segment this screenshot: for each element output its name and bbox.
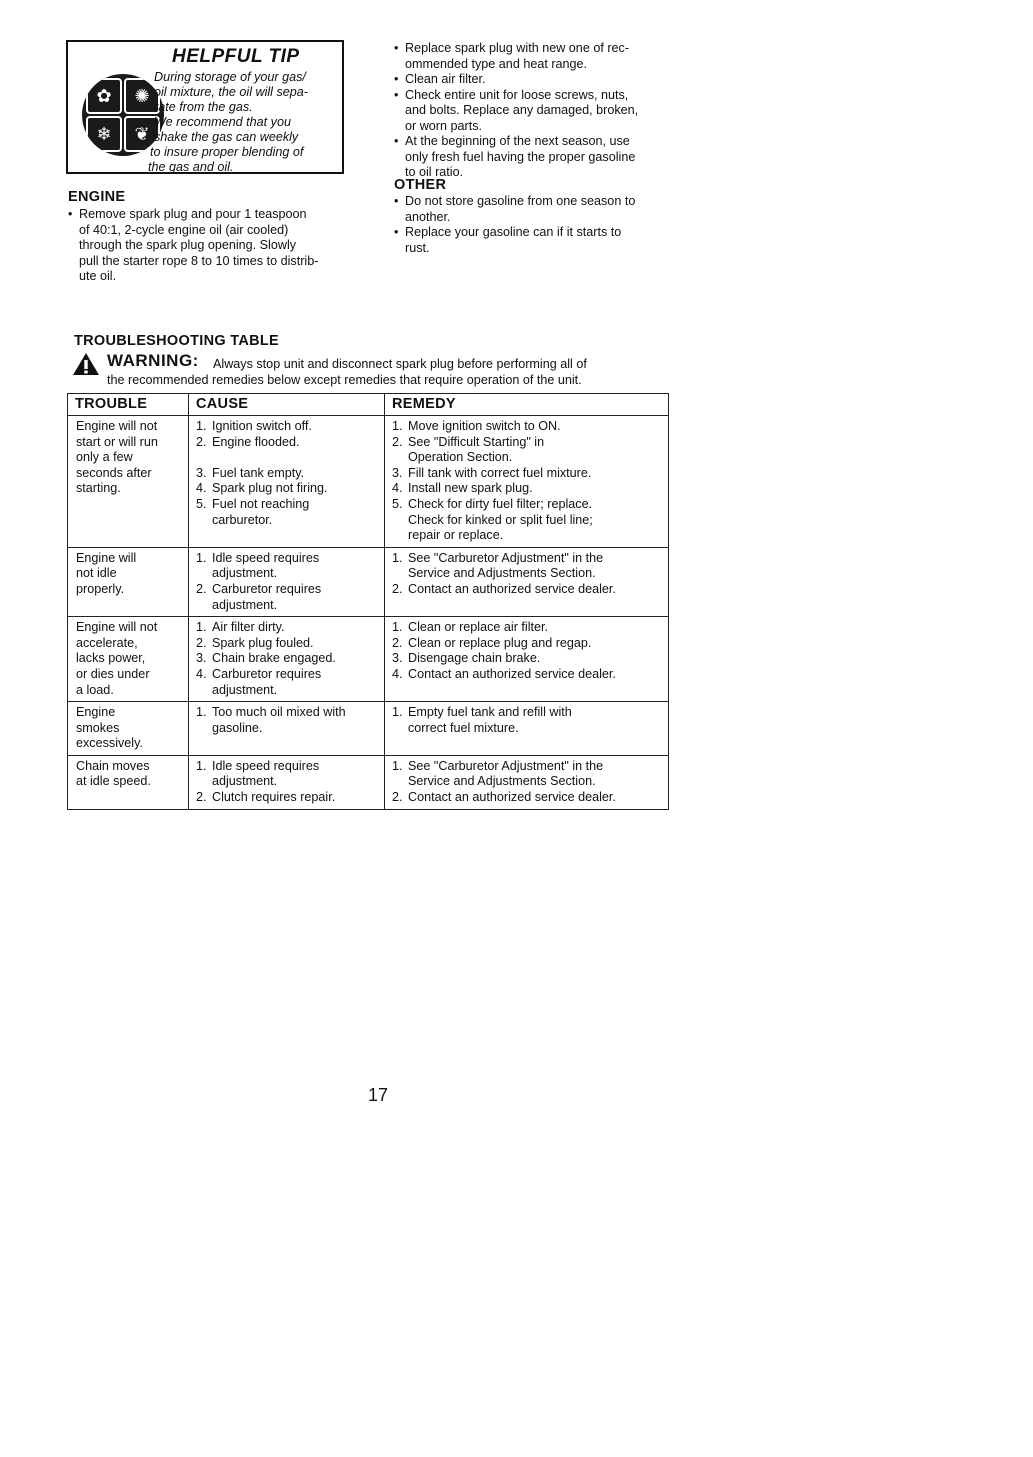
list-item: 1. Clean or replace air filter. bbox=[392, 620, 548, 635]
remedy-cell bbox=[385, 416, 669, 548]
table-row bbox=[68, 755, 669, 809]
list-item: • Clean air filter. bbox=[394, 72, 684, 88]
list-item: 2. Spark plug fouled. bbox=[196, 635, 314, 650]
list-item: 4. Contact an authorized service dealer. bbox=[392, 666, 616, 681]
trouble-cell: Engine will not idle properly. bbox=[68, 547, 189, 616]
engine-bullet: • Remove spark plug and pour 1 teaspoon of 40:1, 2-cycle engine oil (air cooled) through the spark plug opening. Slowly pull the starter rope 8 to 10 times to distrib- ute oil. bbox=[68, 207, 369, 285]
warning-icon bbox=[72, 352, 100, 376]
list-item: 2. See "Difficult Starting" in Operation Section. bbox=[392, 434, 545, 465]
helpful-tip-box bbox=[66, 40, 344, 174]
trouble-cell: Engine will not accelerate, lacks power, or dies under a load. bbox=[68, 617, 189, 702]
list-item: • Replace spark plug with new one of rec- ommended type and heat range. bbox=[394, 41, 684, 72]
warning-text-cont: the recommended remedies below except remedies that require operation of the unit. bbox=[107, 373, 582, 387]
table-row bbox=[68, 547, 669, 616]
list-item: 3. Fill tank with correct fuel mixture. bbox=[392, 465, 592, 480]
list-item: 3. Disengage chain brake. bbox=[392, 651, 541, 666]
list-item: 2. Carburetor requires adjustment. bbox=[196, 581, 322, 612]
page-number: 17 bbox=[368, 1085, 389, 1105]
trouble-cell: Engine smokes excessively. bbox=[68, 702, 189, 756]
seasons-emblem-icon: ✿ ✺ ❄ ❦ bbox=[82, 74, 164, 156]
header-remedy: REMEDY bbox=[385, 394, 669, 416]
cause-cell bbox=[189, 702, 385, 756]
helpful-tip-text: During storage of your gas/ oil mixture, the oil will sepa- rate from the gas. We recommend that you shake the gas can weekly to insure proper blending of the gas and oil. bbox=[148, 70, 308, 174]
list-item: 4. Install new spark plug. bbox=[392, 481, 533, 496]
table-row bbox=[68, 702, 669, 756]
list-item: 1. Idle speed requires adjustment. bbox=[196, 758, 320, 789]
list-item: 4. Carburetor requires adjustment. bbox=[196, 666, 322, 697]
list-item: 5. Check for dirty fuel filter; replace. Check for kinked or split fuel line; repair or replace. bbox=[392, 496, 593, 543]
list-item: • Check entire unit for loose screws, nuts, and bolts. Replace any damaged, broken, or worn parts. bbox=[394, 88, 684, 135]
list-item: 2. Engine flooded. bbox=[196, 434, 300, 449]
maintenance-bullet-list bbox=[394, 41, 684, 181]
cause-cell bbox=[189, 617, 385, 702]
table-row bbox=[68, 416, 669, 548]
remedy-cell bbox=[385, 547, 669, 616]
remedy-cell bbox=[385, 755, 669, 809]
list-item: 3. Chain brake engaged. bbox=[196, 651, 336, 666]
list-item: • Replace your gasoline can if it starts to rust. bbox=[394, 225, 684, 256]
trouble-cell: Engine will not start or will run only a few seconds after starting. bbox=[68, 416, 189, 548]
list-item: 1. See "Carburetor Adjustment" in the Service and Adjustments Section. bbox=[392, 758, 604, 789]
list-item: 1. Move ignition switch to ON. bbox=[392, 419, 561, 433]
cause-cell bbox=[189, 416, 385, 548]
list-item: 1. Too much oil mixed with gasoline. bbox=[196, 705, 346, 735]
remedy-cell bbox=[385, 702, 669, 756]
header-cause: CAUSE bbox=[189, 394, 385, 416]
list-item: 3. Fuel tank empty. bbox=[196, 465, 305, 480]
list-item: 1. See "Carburetor Adjustment" in the Service and Adjustments Section. bbox=[392, 550, 604, 581]
list-item: 1. Idle speed requires adjustment. bbox=[196, 550, 320, 581]
table-row bbox=[68, 617, 669, 702]
trouble-cell: Chain moves at idle speed. bbox=[68, 755, 189, 809]
list-item: 1. Ignition switch off. bbox=[196, 419, 312, 433]
list-item: • Do not store gasoline from one season to another. bbox=[394, 194, 684, 225]
other-bullet-list bbox=[394, 194, 684, 256]
list-item: 4. Spark plug not firing. bbox=[196, 481, 328, 496]
list-item: 2. Clean or replace plug and regap. bbox=[392, 635, 592, 650]
list-item: • At the beginning of the next season, use only fresh fuel having the proper gasoline to oil ratio. bbox=[394, 134, 684, 181]
troubleshooting-table bbox=[67, 393, 669, 810]
list-item: 1. Air filter dirty. bbox=[196, 620, 285, 635]
helpful-tip-title: HELPFUL TIP bbox=[172, 46, 300, 67]
cause-cell bbox=[189, 547, 385, 616]
troubleshooting-title: TROUBLESHOOTING TABLE bbox=[74, 333, 279, 349]
warning-label: WARNING: bbox=[107, 351, 199, 370]
warning-text: Always stop unit and disconnect spark plug before performing all of bbox=[213, 357, 587, 371]
cause-cell bbox=[189, 755, 385, 809]
table-header-row bbox=[68, 394, 669, 416]
engine-heading: ENGINE bbox=[68, 189, 126, 205]
list-item: 5. Fuel not reaching carburetor. bbox=[196, 496, 310, 527]
list-item: 2. Contact an authorized service dealer. bbox=[392, 790, 616, 805]
header-trouble: TROUBLE bbox=[68, 394, 189, 416]
other-heading: OTHER bbox=[394, 177, 447, 193]
list-item: 2. Contact an authorized service dealer. bbox=[392, 581, 616, 596]
remedy-cell bbox=[385, 617, 669, 702]
list-item: 2. Clutch requires repair. bbox=[196, 790, 336, 805]
list-item: 1. Empty fuel tank and refill with correct fuel mixture. bbox=[392, 705, 572, 735]
